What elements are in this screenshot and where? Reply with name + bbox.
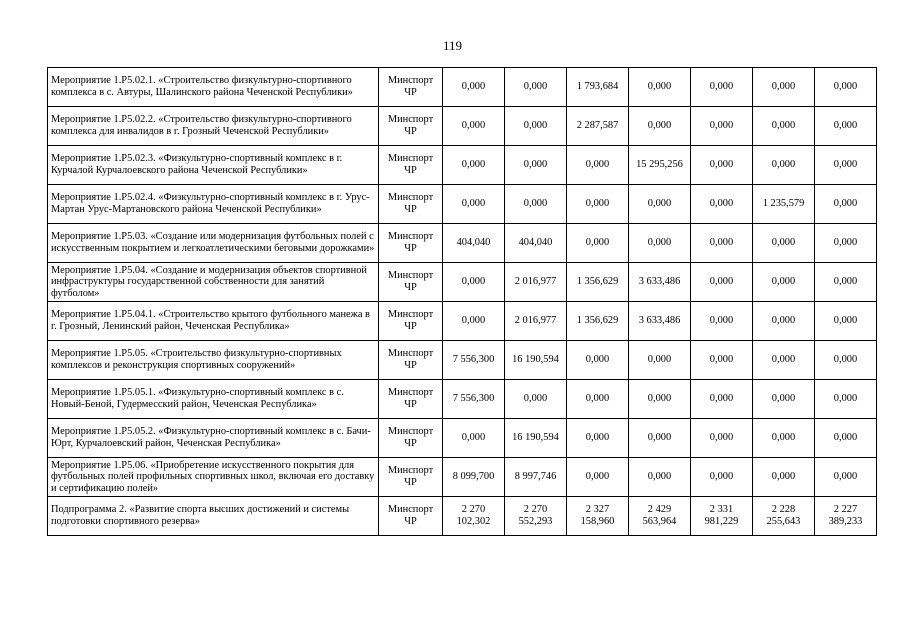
- funding-value-cell: 1 793,684: [567, 68, 629, 107]
- funding-value-cell: 16 190,594: [505, 341, 567, 380]
- funding-value-cell: 0,000: [691, 107, 753, 146]
- funding-value-cell: 2 429 563,964: [629, 497, 691, 536]
- funding-value-cell: 0,000: [567, 419, 629, 458]
- funding-value-cell: 0,000: [629, 107, 691, 146]
- funding-value-cell: 0,000: [567, 185, 629, 224]
- budget-table-body: [48, 68, 877, 536]
- responsible-org-cell: Минспорт ЧР: [379, 224, 443, 263]
- table-row: [48, 380, 877, 419]
- funding-value-cell: 0,000: [505, 146, 567, 185]
- funding-value-cell: 0,000: [567, 146, 629, 185]
- table-row: [48, 185, 877, 224]
- funding-value-cell: 0,000: [629, 419, 691, 458]
- responsible-org-cell: Минспорт ЧР: [379, 263, 443, 302]
- activity-name-cell: Мероприятие 1.Р5.04.1. «Строительство крытого футбольного манежа в г. Грозный, Ленинский район, Чеченская Республика»: [48, 302, 379, 341]
- funding-value-cell: 2 228 255,643: [753, 497, 815, 536]
- funding-value-cell: 0,000: [753, 419, 815, 458]
- funding-value-cell: 0,000: [753, 224, 815, 263]
- activity-name-cell: Мероприятие 1.Р5.05.2. «Физкультурно-спортивный комплекс в с. Бачи-Юрт, Курчалоевский район, Чеченская Республика»: [48, 419, 379, 458]
- funding-value-cell: 0,000: [691, 419, 753, 458]
- activity-name-cell: Мероприятие 1.Р5.02.3. «Физкультурно-спортивный комплекс в г. Курчалой Курчалоевского района Чеченской Республики»: [48, 146, 379, 185]
- funding-value-cell: 404,040: [443, 224, 505, 263]
- table-row: [48, 263, 877, 302]
- funding-value-cell: 0,000: [753, 263, 815, 302]
- funding-value-cell: 0,000: [815, 224, 877, 263]
- funding-value-cell: 8 997,746: [505, 458, 567, 497]
- funding-value-cell: 1 356,629: [567, 263, 629, 302]
- table-row: [48, 458, 877, 497]
- activity-name-cell: Мероприятие 1.Р5.02.1. «Строительство физкультурно-спортивного комплекса в с. Автуры, Шалинского района Чеченской Республики»: [48, 68, 379, 107]
- funding-value-cell: 0,000: [629, 185, 691, 224]
- funding-value-cell: 1 356,629: [567, 302, 629, 341]
- funding-value-cell: 0,000: [443, 68, 505, 107]
- funding-value-cell: 0,000: [629, 224, 691, 263]
- funding-value-cell: 0,000: [567, 341, 629, 380]
- funding-value-cell: 0,000: [505, 68, 567, 107]
- funding-value-cell: 0,000: [443, 302, 505, 341]
- funding-value-cell: 0,000: [815, 302, 877, 341]
- funding-value-cell: 0,000: [753, 107, 815, 146]
- funding-value-cell: 0,000: [443, 185, 505, 224]
- funding-value-cell: 2 270 102,302: [443, 497, 505, 536]
- funding-value-cell: 0,000: [753, 146, 815, 185]
- funding-value-cell: 404,040: [505, 224, 567, 263]
- activity-name-cell: Подпрограмма 2. «Развитие спорта высших достижений и системы подготовки спортивного резерва»: [48, 497, 379, 536]
- table-row: [48, 224, 877, 263]
- responsible-org-cell: Минспорт ЧР: [379, 419, 443, 458]
- responsible-org-cell: Минспорт ЧР: [379, 458, 443, 497]
- activity-name-cell: Мероприятие 1.Р5.06. «Приобретение искусственного покрытия для футбольных полей профильных спортивных школ, включая его доставку и сертификацию полей»: [48, 458, 379, 497]
- funding-value-cell: 0,000: [815, 146, 877, 185]
- funding-value-cell: 0,000: [691, 341, 753, 380]
- responsible-org-cell: Минспорт ЧР: [379, 185, 443, 224]
- budget-table: [47, 67, 877, 536]
- funding-value-cell: 2 331 981,229: [691, 497, 753, 536]
- funding-value-cell: 0,000: [567, 224, 629, 263]
- funding-value-cell: 0,000: [691, 458, 753, 497]
- funding-value-cell: 0,000: [691, 68, 753, 107]
- activity-name-cell: Мероприятие 1.Р5.05.1. «Физкультурно-спортивный комплекс в с. Новый-Беной, Гудермесский район, Чеченская Республика»: [48, 380, 379, 419]
- funding-value-cell: 0,000: [691, 263, 753, 302]
- funding-value-cell: 2 016,977: [505, 263, 567, 302]
- page-number: 119: [442, 38, 463, 53]
- responsible-org-cell: Минспорт ЧР: [379, 302, 443, 341]
- activity-name-cell: Мероприятие 1.Р5.02.2. «Строительство физкультурно-спортивного комплекса для инвалидов в г. Грозный Чеченской Республики»: [48, 107, 379, 146]
- funding-value-cell: 0,000: [753, 458, 815, 497]
- table-row: [48, 68, 877, 107]
- funding-value-cell: 0,000: [629, 458, 691, 497]
- responsible-org-cell: Минспорт ЧР: [379, 107, 443, 146]
- activity-name-cell: Мероприятие 1.Р5.05. «Строительство физкультурно-спортивных комплексов и реконструкция спортивных сооружений»: [48, 341, 379, 380]
- funding-value-cell: 0,000: [815, 107, 877, 146]
- funding-value-cell: 0,000: [629, 380, 691, 419]
- funding-value-cell: 0,000: [753, 302, 815, 341]
- responsible-org-cell: Минспорт ЧР: [379, 68, 443, 107]
- funding-value-cell: 0,000: [691, 380, 753, 419]
- activity-name-cell: Мероприятие 1.Р5.02.4. «Физкультурно-спортивный комплекс в г. Урус-Мартан Урус-Мартановского района Чеченской Республики»: [48, 185, 379, 224]
- funding-value-cell: 0,000: [753, 341, 815, 380]
- funding-value-cell: 15 295,256: [629, 146, 691, 185]
- table-row: [48, 419, 877, 458]
- funding-value-cell: 16 190,594: [505, 419, 567, 458]
- funding-value-cell: 0,000: [443, 419, 505, 458]
- funding-value-cell: 2 016,977: [505, 302, 567, 341]
- funding-value-cell: 0,000: [753, 68, 815, 107]
- responsible-org-cell: Минспорт ЧР: [379, 497, 443, 536]
- funding-value-cell: 0,000: [443, 263, 505, 302]
- funding-value-cell: 0,000: [815, 68, 877, 107]
- funding-value-cell: 0,000: [691, 146, 753, 185]
- activity-name-cell: Мероприятие 1.Р5.03. «Создание или модернизация футбольных полей с искусственным покрытием и легкоатлетическими беговыми дорожками»: [48, 224, 379, 263]
- funding-value-cell: 0,000: [567, 380, 629, 419]
- table-row: [48, 302, 877, 341]
- funding-value-cell: 1 235,579: [753, 185, 815, 224]
- table-row: [48, 146, 877, 185]
- funding-value-cell: 0,000: [629, 68, 691, 107]
- funding-value-cell: 0,000: [815, 380, 877, 419]
- table-row: [48, 341, 877, 380]
- responsible-org-cell: Минспорт ЧР: [379, 380, 443, 419]
- funding-value-cell: 2 327 158,960: [567, 497, 629, 536]
- activity-name-cell: Мероприятие 1.Р5.04. «Создание и модернизация объектов спортивной инфраструктуры государственной собственности для занятий футболом»: [48, 263, 379, 302]
- responsible-org-cell: Минспорт ЧР: [379, 146, 443, 185]
- funding-value-cell: 0,000: [443, 107, 505, 146]
- funding-value-cell: 0,000: [443, 146, 505, 185]
- funding-value-cell: 3 633,486: [629, 263, 691, 302]
- funding-value-cell: 0,000: [815, 341, 877, 380]
- funding-value-cell: 7 556,300: [443, 380, 505, 419]
- funding-value-cell: 0,000: [691, 185, 753, 224]
- funding-value-cell: 0,000: [691, 224, 753, 263]
- funding-value-cell: 8 099,700: [443, 458, 505, 497]
- table-row: [48, 107, 877, 146]
- funding-value-cell: 2 227 389,233: [815, 497, 877, 536]
- funding-value-cell: 0,000: [505, 185, 567, 224]
- funding-value-cell: 7 556,300: [443, 341, 505, 380]
- responsible-org-cell: Минспорт ЧР: [379, 341, 443, 380]
- funding-value-cell: 0,000: [505, 380, 567, 419]
- funding-value-cell: 0,000: [815, 263, 877, 302]
- funding-value-cell: 3 633,486: [629, 302, 691, 341]
- funding-value-cell: 0,000: [629, 341, 691, 380]
- funding-value-cell: 0,000: [691, 302, 753, 341]
- funding-value-cell: 0,000: [815, 458, 877, 497]
- funding-value-cell: 0,000: [753, 380, 815, 419]
- funding-value-cell: 2 270 552,293: [505, 497, 567, 536]
- funding-value-cell: 0,000: [567, 458, 629, 497]
- funding-value-cell: 0,000: [815, 185, 877, 224]
- funding-value-cell: 0,000: [815, 419, 877, 458]
- funding-value-cell: 2 287,587: [567, 107, 629, 146]
- table-row: [48, 497, 877, 536]
- funding-value-cell: 0,000: [505, 107, 567, 146]
